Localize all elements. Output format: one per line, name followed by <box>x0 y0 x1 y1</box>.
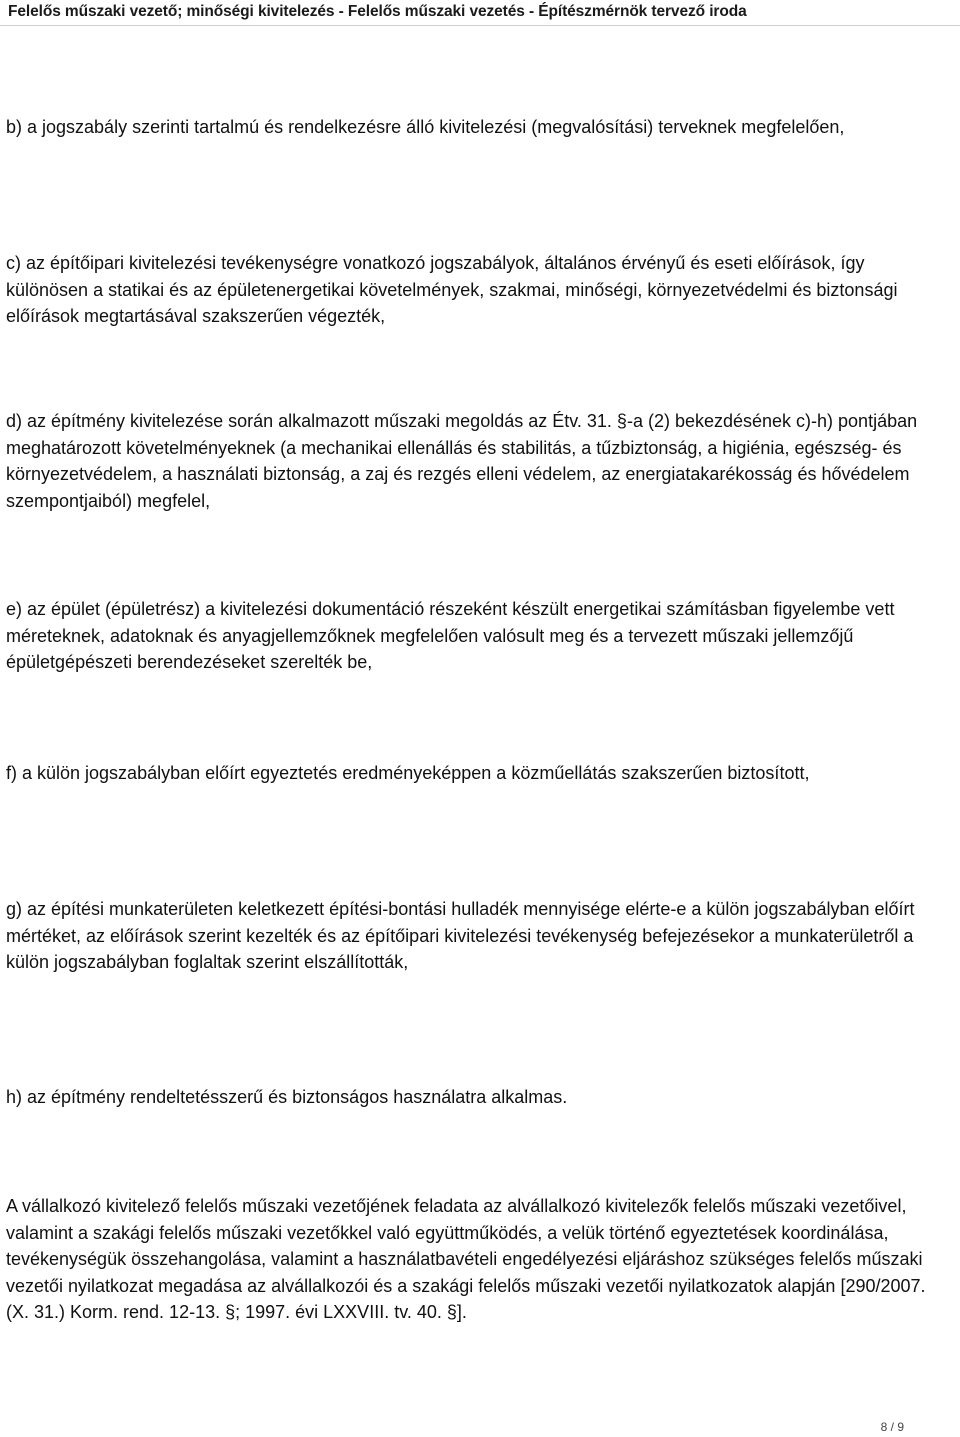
paragraph-d: d) az építmény kivitelezése során alkalmazott műszaki megoldás az Étv. 31. §-a (2) bekezdésének c)-h) pontjában meghatározott követelményeknek (a mechanikai ellenállás és stabilitás, a tűzbiztonság, a higiénia, egészség- és környezetvédelem, a használati biztonság, a zaj és rezgés elleni védelem, az energiatakarékosság és hővédelem szempontjaiból) megfelel, <box>6 411 918 511</box>
page-number: 8 / 9 <box>880 1420 904 1434</box>
paragraph-h: h) az építmény rendeltetésszerű és biztonságos használatra alkalmas. <box>6 1087 568 1107</box>
paragraph-e: e) az épület (épületrész) a kivitelezési dokumentáció részeként készült energetikai számításban figyelembe vett méreteknek, adatoknak és anyagjellemzőknek megfelelően valósult meg és a tervezett műszaki jellemzőjű épületgépészeti berendezéseket szerelték be, <box>6 599 895 672</box>
paragraph-g: g) az építési munkaterületen keletkezett építési-bontási hulladék mennyisége elérte-e a külön jogszabályban előírt mértéket, az előírások szerint kezelték és az építőipari kivitelezési tevékenység befejezésekor a munkaterületről a külön jogszabályban foglaltak szerint elszállították, <box>6 899 915 972</box>
paragraph-summary: A vállalkozó kivitelező felelős műszaki vezetőjének feladata az alvállalkozó kivitelezők felelős műszaki vezetőivel, valamint a szakági felelős műszaki vezetőkkel való együttműködés, a velük történő egyeztetések koordinálása, tevékenységük összehangolása, valamint a használatbavételi engedélyezési eljáráshoz szükséges felelős műszaki vezetői nyilatkozat megadása az alvállalkozói és a szakági felelős műszaki vezetői nyilatkozatok alapján [290/2007. (X. 31.) Korm. rend. 12-13. §; 1997. évi LXXVIII. tv. 40. §]. <box>6 1196 926 1322</box>
page-header <box>0 0 960 26</box>
paragraph-b: b) a jogszabály szerinti tartalmú és rendelkezésre álló kivitelezési (megvalósítási) terveknek megfelelően, <box>6 117 845 137</box>
paragraph-f: f) a külön jogszabályban előírt egyeztetés eredményeképpen a közműellátás szakszerűen biztosított, <box>6 763 810 783</box>
paragraph-c: c) az építőipari kivitelezési tevékenységre vonatkozó jogszabályok, általános érvényű és eseti előírások, így különösen a statikai és az épületenergetikai követelmények, szakmai, minőségi, környezetvédelmi és biztonsági előírások megtartásával szakszerűen végezték, <box>6 253 898 326</box>
page-title: Felelős műszaki vezető; minőségi kivitelezés - Felelős műszaki vezetés - Építészmérnök tervező iroda <box>8 3 747 20</box>
